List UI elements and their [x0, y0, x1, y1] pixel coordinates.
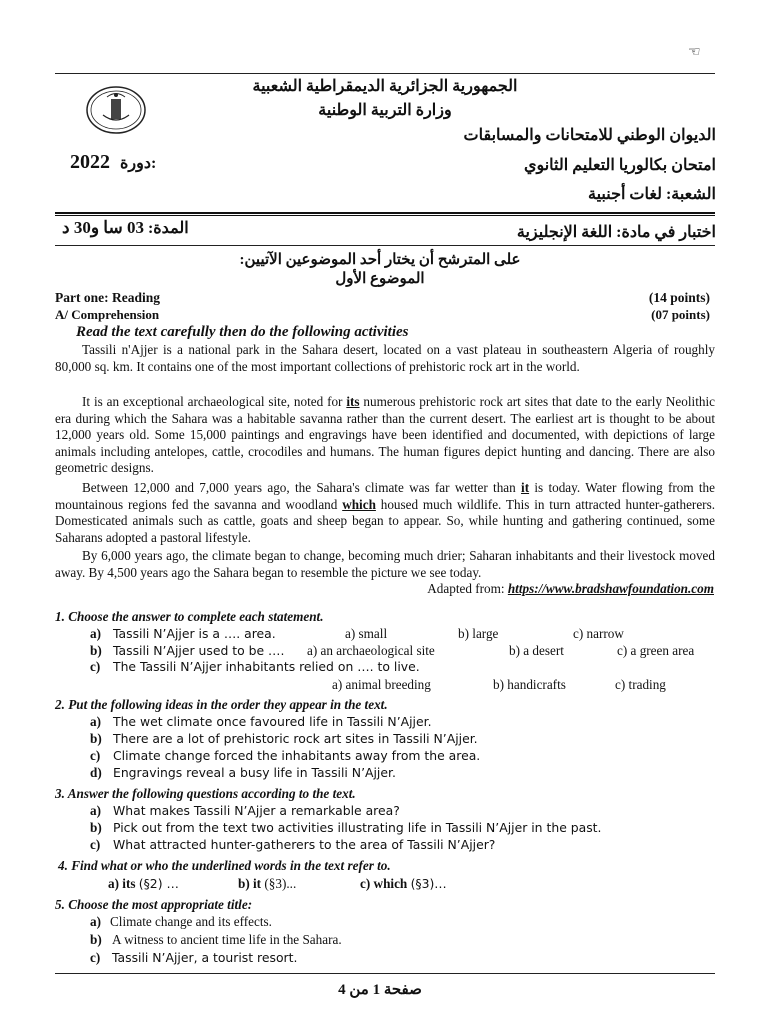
p2-rest: numerous prehistoric rock art sites that date to the early Neolithic era during which the Sahara was a habitable savanna rather than the current desert. The earliest art is thought to be about 12,000 years old. Some 15,000 paintings and engravings have been identified and documented, with depictions of large animals including antelopes, cattle, crocodiles and humans. The human figures depict hunting and dancing. There are also geometric designs.	[55, 394, 715, 475]
source-link[interactable]: https://www.bradshawfoundation.com	[507, 581, 714, 596]
q2c-text: Climate change forced the inhabitants away from the area.	[113, 748, 481, 763]
session-label: دورة:	[120, 155, 157, 172]
header-rule-2	[55, 215, 715, 216]
q2b-label: b)	[90, 731, 102, 746]
q2a-text: The wet climate once favoured life in Tassili N’Ajjer.	[113, 714, 432, 729]
q4-item-a	[108, 876, 179, 893]
q1c-text: The Tassili N’Ajjer inhabitants relied on …. to live.	[113, 659, 420, 674]
q1a-option-b: b) large	[458, 626, 499, 641]
q1b-option-c: c) a green area	[617, 643, 695, 658]
q3b-label: b)	[90, 820, 102, 835]
q3-title: 3. Answer the following questions according to the text.	[55, 786, 356, 801]
office-title: الديوان الوطني للامتحانات والمسابقات	[463, 127, 716, 144]
q3b-text: Pick out from the text two activities illustrating life in Tassili N’Ajjer in the past.	[113, 820, 602, 835]
stream: الشعبة: لغات أجنبية	[588, 186, 716, 203]
subject-rule	[55, 245, 715, 246]
section-title: A/ Comprehension	[55, 307, 160, 322]
q3a-text: What makes Tassili N’Ajjer a remarkable area?	[113, 803, 400, 818]
p2-start: It is an exceptional archaeological site, noted for	[82, 394, 347, 409]
underlined-which: which	[342, 496, 376, 512]
source-line	[427, 581, 714, 598]
duration-value: 03 سا و30 د	[62, 218, 144, 237]
q4b-ref: (§3)...	[264, 876, 297, 891]
q4a-ref: (§2) …	[138, 876, 179, 891]
instruction-arabic: على المترشح أن يختار أحد الموضوعين الآتيين:	[239, 252, 521, 268]
q1-title: 1. Choose the answer to complete each statement.	[55, 609, 324, 624]
subject: اختبار في مادة: اللغة الإنجليزية	[516, 224, 716, 241]
q2b-text: There are a lot of prehistoric rock art sites in Tassili N’Ajjer.	[113, 731, 478, 746]
emblem-logo	[85, 85, 147, 135]
q2-title: 2. Put the following ideas in the order they appear in the text.	[55, 697, 388, 712]
q2a-label: a)	[90, 714, 101, 729]
part-points: (14 points)	[648, 290, 710, 305]
q1c-option-c: c) trading	[615, 677, 666, 692]
q1a-text: Tassili N’Ajjer is a …. area.	[113, 626, 276, 641]
session	[70, 151, 156, 174]
q1c-option-a: a) animal breeding	[332, 677, 431, 692]
exam-title: امتحان بكالوريا التعليم الثانوي	[523, 157, 716, 174]
q5a-label: a)	[90, 914, 101, 929]
section-points: (07 points)	[651, 307, 710, 322]
q5c-label: c)	[90, 950, 101, 965]
header-rule	[55, 212, 715, 214]
p3-middle: is today. Water flowing from the mountainous regions fed the savanna and woodland	[55, 480, 715, 512]
q1c-label: c)	[90, 659, 101, 674]
p3-rest: housed much wildlife. This in turn attracted hunter-gatherers. Domesticated animals such as cattle, goats and sheep began to appear. So, while hunting and gathering continued, some Saharans adopted a pastoral lifestyle.	[55, 496, 715, 545]
q3a-label: a)	[90, 803, 101, 818]
underlined-its: its	[346, 394, 360, 409]
footer-rule	[55, 973, 715, 974]
q2d-label: d)	[90, 765, 102, 780]
q4a-label: a) its	[108, 876, 136, 891]
q4b-label: b) it	[238, 876, 262, 891]
q1a-option-a: a) small	[345, 626, 388, 641]
page-mark-icon: ☜	[688, 44, 701, 60]
q1b-label: b)	[90, 643, 102, 658]
source-label: Adapted from:	[427, 581, 508, 596]
page-number: صفحة 1 من 4	[338, 982, 422, 998]
underlined-it: it	[521, 480, 530, 495]
q5c-text: Tassili N’Ajjer, a tourist resort.	[112, 950, 298, 965]
paragraph-2	[55, 394, 715, 477]
q1b-option-b: b) a desert	[509, 643, 564, 658]
q1a-option-c: c) narrow	[573, 626, 624, 641]
reading-instruction: Read the text carefully then do the following activities	[76, 324, 409, 340]
header-top-rule	[55, 73, 715, 74]
q2c-label: c)	[90, 748, 101, 763]
topic-title: الموضوع الأول	[335, 271, 425, 287]
q2d-text: Engravings reveal a busy life in Tassili N’Ajjer.	[113, 765, 396, 780]
paragraph-4: By 6,000 years ago, the climate began to change, becoming much drier; Saharan inhabitants and their livestock moved away. By 4,500 years ago the Sahara began to resemble the picture we see today.	[55, 548, 715, 580]
q4c-ref: (§3)…	[410, 876, 447, 891]
q3c-text: What attracted hunter-gatherers to the area of Tassili N’Ajjer?	[113, 837, 496, 852]
paragraph-1: Tassili n'Ajjer is a national park in the Sahara desert, located on a vast plateau in southeastern Algeria of roughly 80,000 sq. km. It contains one of the most important collections of prehistoric rock art in the world.	[55, 342, 715, 374]
republic-title: الجمهورية الجزائرية الديمقراطية الشعبية	[252, 78, 518, 95]
q5b-text: A witness to ancient time life in the Sahara.	[112, 932, 342, 947]
q4-item-b	[238, 876, 296, 893]
q3c-label: c)	[90, 837, 101, 852]
part-title: Part one: Reading	[55, 290, 160, 305]
q4c-label: c) which	[360, 876, 408, 891]
q5b-label: b)	[90, 932, 102, 947]
q4-item-c	[360, 876, 447, 893]
q5-title: 5. Choose the most appropriate title:	[55, 897, 253, 912]
q1c-option-b: b) handicrafts	[493, 677, 566, 692]
q1b-text: Tassili N’Ajjer used to be ….	[113, 643, 285, 658]
q1a-label: a)	[90, 626, 101, 641]
q5a-text: Climate change and its effects.	[110, 914, 272, 929]
duration-label: المدة:	[147, 220, 189, 237]
p3-start: Between 12,000 and 7,000 years ago, the Sahara's climate was far wetter than	[82, 480, 522, 495]
q4-title: 4. Find what or who the underlined words in the text refer to.	[58, 858, 391, 873]
duration	[62, 218, 189, 238]
ministry-title: وزارة التربية الوطنية	[318, 102, 452, 119]
session-year: 2022	[70, 151, 110, 173]
paragraph-3	[55, 480, 715, 546]
q1b-option-a: a) an archaeological site	[307, 643, 435, 658]
